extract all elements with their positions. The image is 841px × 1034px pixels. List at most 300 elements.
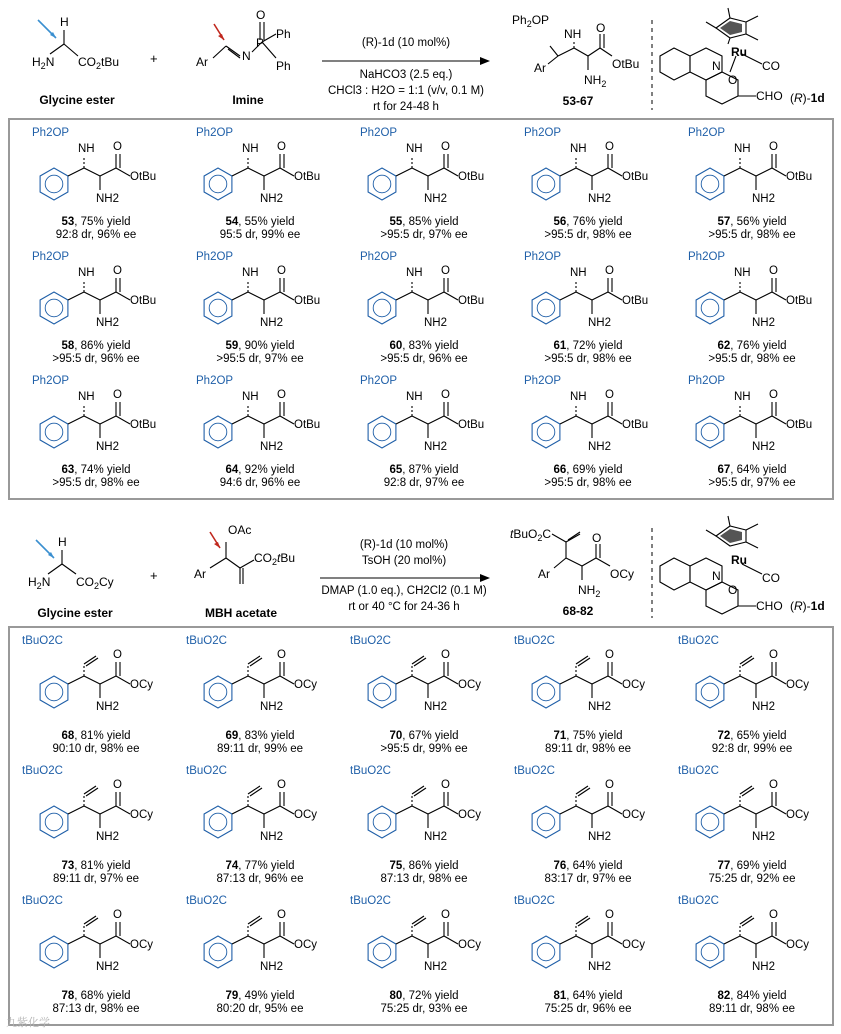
- svg-text:NH2: NH2: [96, 441, 120, 453]
- compound-number: 67: [717, 464, 731, 476]
- compound-number: 60: [389, 340, 403, 352]
- product-caption-80: [344, 990, 504, 1016]
- product-structure-82: [672, 890, 832, 992]
- svg-text:O: O: [277, 265, 286, 277]
- reactant1-label: Glycine ester: [39, 93, 115, 107]
- selectivity-text: >95:5 dr, 97% ee: [380, 229, 468, 241]
- compound-number: 81: [553, 990, 567, 1002]
- svg-text:CO2tBu: $CO_2tBu$: [78, 55, 120, 71]
- product-structure-65: [344, 370, 504, 466]
- selectivity-text: >95:5 dr, 98% ee: [544, 353, 632, 365]
- product-cell-63: [16, 370, 176, 494]
- reactant1-label-2: Glycine ester: [37, 606, 113, 620]
- svg-text:NH: NH: [242, 267, 259, 279]
- svg-text:OtBu: OtBu: [622, 171, 649, 183]
- selectivity-text: >95:5 dr, 98% ee: [544, 477, 632, 489]
- selectivity-text: 89:11 dr, 99% ee: [216, 743, 304, 755]
- product-cell-56: [508, 122, 668, 246]
- condition-time: rt for 24-48 h: [373, 101, 439, 113]
- svg-text:O: O: [113, 265, 122, 277]
- compound-number: 57: [717, 216, 731, 228]
- svg-text:Ar: Ar: [196, 55, 208, 69]
- svg-text:NH2: NH2: [96, 701, 120, 713]
- svg-text:OCy: OCy: [458, 679, 481, 691]
- yield-text: , 75% yield: [566, 730, 623, 742]
- selectivity-text: 92:8 dr, 97% ee: [383, 477, 465, 489]
- svg-text:O: O: [592, 531, 602, 545]
- svg-text:NH2: NH2: [260, 193, 284, 205]
- condition-solvent: CHCl3 : H2O = 1:1 (v/v, 0.1 M): [327, 85, 485, 97]
- scheme2-product-grid: [8, 626, 834, 1026]
- condition-acid-2: TsOH (20 mol%): [361, 555, 447, 567]
- compound-number: 71: [553, 730, 567, 742]
- condition-catalyst-2: (R)-1d (10 mol%): [359, 539, 449, 551]
- product-caption-67: [672, 464, 832, 490]
- svg-text:NH: NH: [242, 391, 259, 403]
- product-cell-64: [180, 370, 340, 494]
- product-structure-76: [508, 760, 668, 862]
- compound-number: 74: [225, 860, 239, 872]
- selectivity-text: 75:25 dr, 96% ee: [544, 1003, 632, 1015]
- product-cell-53: [16, 122, 176, 246]
- product-caption-60: [344, 340, 504, 366]
- product-cell-73: [16, 760, 176, 890]
- svg-text:O: O: [113, 909, 122, 921]
- yield-text: , 76% yield: [730, 340, 787, 352]
- compound-number: 70: [389, 730, 403, 742]
- product-cell-59: [180, 246, 340, 370]
- svg-text:NH: NH: [734, 143, 751, 155]
- svg-text:Ar: Ar: [534, 61, 546, 75]
- svg-text:O: O: [113, 141, 122, 153]
- selectivity-text: 83:17 dr, 97% ee: [544, 873, 632, 885]
- compound-number: 68: [61, 730, 75, 742]
- selectivity-text: 87:13 dr, 98% ee: [380, 873, 468, 885]
- svg-text:tBuO2C: tBuO2C: [186, 635, 227, 647]
- product-structure-72: [672, 630, 832, 732]
- yield-text: , 81% yield: [74, 730, 131, 742]
- svg-text:OCy: OCy: [130, 939, 153, 951]
- svg-text:NH2: NH2: [424, 831, 448, 843]
- selectivity-text: >95:5 dr, 96% ee: [52, 353, 140, 365]
- svg-text:NH2: NH2: [588, 961, 612, 973]
- product-structure-77: [672, 760, 832, 862]
- product-range-label: 53-67: [562, 94, 594, 108]
- svg-text:O: O: [769, 649, 778, 661]
- svg-text:OtBu: OtBu: [622, 419, 649, 431]
- svg-text:Ph2OP: Ph2OP: [524, 251, 562, 263]
- product-structure-57: [672, 122, 832, 218]
- product-structure-78: [16, 890, 176, 992]
- svg-text:O: O: [113, 389, 122, 401]
- selectivity-text: >95:5 dr, 97% ee: [216, 353, 304, 365]
- svg-text:Ph: Ph: [276, 59, 291, 73]
- svg-text:Ph2OP: Ph2OP: [32, 375, 70, 387]
- product-structure-69: [180, 630, 340, 732]
- svg-text:OCy: OCy: [130, 809, 153, 821]
- product-caption-76: [508, 860, 668, 886]
- svg-text:Ru: Ru: [731, 553, 747, 567]
- selectivity-text: >95:5 dr, 98% ee: [544, 229, 632, 241]
- product-caption-54: [180, 216, 340, 242]
- compound-number: 82: [717, 990, 731, 1002]
- svg-text:NH2: NH2: [588, 701, 612, 713]
- svg-text:O: O: [596, 21, 606, 35]
- reactant2-label: Imine: [232, 93, 264, 107]
- svg-text:tBuO2C: tBuO2C: [514, 895, 555, 907]
- svg-text:O: O: [277, 909, 286, 921]
- svg-text:O: O: [277, 649, 286, 661]
- yield-text: , 84% yield: [730, 990, 787, 1002]
- compound-number: 76: [553, 860, 567, 872]
- compound-number: 77: [717, 860, 731, 872]
- condition-solvent-2: DMAP (1.0 eq.), CH2Cl2 (0.1 M): [321, 585, 487, 597]
- compound-number: 75: [389, 860, 403, 872]
- svg-text:O: O: [441, 779, 450, 791]
- svg-text:O: O: [605, 389, 614, 401]
- svg-text:tBuO2C: tBuO2C: [22, 765, 63, 777]
- svg-text:NH2: NH2: [588, 317, 612, 329]
- svg-text:NH: NH: [242, 143, 259, 155]
- svg-text:NH2: NH2: [260, 441, 284, 453]
- svg-text:NH2: NH2: [752, 441, 776, 453]
- product-cell-62: [672, 246, 832, 370]
- svg-text:O: O: [728, 583, 738, 597]
- svg-text:Ph2OP: Ph2OP: [196, 127, 234, 139]
- svg-text:NH: NH: [406, 267, 423, 279]
- product-caption-61: [508, 340, 668, 366]
- svg-text:tBuO2C: tBuO2C: [514, 765, 555, 777]
- selectivity-text: 87:13 dr, 98% ee: [52, 1003, 140, 1015]
- svg-text:NH2: NH2: [424, 701, 448, 713]
- yield-text: , 72% yield: [566, 340, 623, 352]
- product-cell-67: [672, 370, 832, 494]
- svg-text:O: O: [769, 265, 778, 277]
- svg-text:N: N: [712, 569, 721, 583]
- svg-text:O: O: [277, 779, 286, 791]
- svg-text:Ph2OP: Ph2OP: [524, 127, 562, 139]
- svg-text:OCy: OCy: [130, 679, 153, 691]
- svg-text:CO2Cy: $CO_2Cy$: [76, 575, 114, 591]
- svg-text:OtBu: OtBu: [130, 419, 157, 431]
- product-structure-73: [16, 760, 176, 862]
- svg-text:NH: NH: [406, 391, 423, 403]
- product-cell-79: [180, 890, 340, 1020]
- svg-text:tBuO2C: tBuO2C: [186, 765, 227, 777]
- svg-text:NH2: NH2: [588, 193, 612, 205]
- svg-text:OtBu: OtBu: [458, 295, 485, 307]
- svg-text:NH2: NH2: [96, 193, 120, 205]
- svg-text:Ph2OP: $Ph_2OP$: [512, 13, 550, 29]
- svg-text:CHO: CHO: [756, 599, 783, 613]
- product-structure-53: [16, 122, 176, 218]
- product-structure-60: [344, 246, 504, 342]
- yield-text: , 90% yield: [238, 340, 295, 352]
- selectivity-text: 89:11 dr, 97% ee: [52, 873, 140, 885]
- svg-text:NH: NH: [570, 143, 587, 155]
- svg-text:OtBu: OtBu: [130, 295, 157, 307]
- product-cell-57: [672, 122, 832, 246]
- svg-text:NH: NH: [78, 267, 95, 279]
- yield-text: , 49% yield: [238, 990, 295, 1002]
- svg-text:tBuO2C: tBuO2C: [22, 635, 63, 647]
- svg-text:OCy: OCy: [622, 809, 645, 821]
- product-caption-66: [508, 464, 668, 490]
- yield-text: , 76% yield: [566, 216, 623, 228]
- svg-text:O: O: [441, 389, 450, 401]
- selectivity-text: 92:8 dr, 99% ee: [711, 743, 793, 755]
- product-structure-64: [180, 370, 340, 466]
- yield-text: , 74% yield: [74, 464, 131, 476]
- yield-text: , 68% yield: [74, 990, 131, 1002]
- svg-text:OtBu: OtBu: [458, 171, 485, 183]
- yield-text: , 72% yield: [402, 990, 459, 1002]
- product-cell-70: [344, 630, 504, 760]
- yield-text: , 64% yield: [566, 860, 623, 872]
- yield-text: , 81% yield: [74, 860, 131, 872]
- product-cell-55: [344, 122, 504, 246]
- svg-text:NH2: NH2: [260, 831, 284, 843]
- svg-text:NH2: NH2: [96, 831, 120, 843]
- product-structure-59: [180, 246, 340, 342]
- product-caption-56: [508, 216, 668, 242]
- product-structure-75: [344, 760, 504, 862]
- svg-text:H: H: [60, 15, 69, 29]
- product-caption-53: [16, 216, 176, 242]
- product-range-label-2: 68-82: [562, 604, 594, 618]
- yield-text: , 55% yield: [238, 216, 295, 228]
- svg-text:O: O: [728, 73, 738, 87]
- condition-base: NaHCO3 (2.5 eq.): [359, 69, 453, 81]
- svg-text:NH2: $NH_2$: [578, 583, 601, 599]
- product-cell-58: [16, 246, 176, 370]
- product-cell-54: [180, 122, 340, 246]
- svg-text:OtBu: OtBu: [294, 171, 321, 183]
- svg-text:O: O: [605, 909, 614, 921]
- svg-text:O: O: [605, 649, 614, 661]
- svg-text:NH2: $NH_2$: [584, 73, 607, 89]
- svg-text:CO2tBu: $CO_2tBu$: [254, 551, 296, 567]
- svg-text:OCy: OCy: [610, 567, 634, 581]
- svg-text:NH2: NH2: [752, 701, 776, 713]
- product-structure-54: [180, 122, 340, 218]
- compound-number: 56: [553, 216, 567, 228]
- product-structure-56: [508, 122, 668, 218]
- svg-text:tBuO2C: tBuO$_2$C: [510, 527, 552, 543]
- svg-text:Ph2OP: Ph2OP: [688, 127, 726, 139]
- selectivity-text: 80:20 dr, 95% ee: [216, 1003, 304, 1015]
- svg-text:O: O: [256, 8, 266, 22]
- svg-text:NH2: NH2: [588, 441, 612, 453]
- svg-text:P: P: [256, 36, 265, 50]
- product-cell-78: [16, 890, 176, 1020]
- svg-text:O: O: [605, 779, 614, 791]
- svg-text:NH2: NH2: [424, 193, 448, 205]
- product-caption-82: [672, 990, 832, 1016]
- compound-number: 72: [717, 730, 731, 742]
- svg-text:O: O: [769, 779, 778, 791]
- svg-text:O: O: [769, 141, 778, 153]
- product-cell-75: [344, 760, 504, 890]
- compound-number: 58: [61, 340, 75, 352]
- svg-text:O: O: [441, 265, 450, 277]
- svg-text:NH: NH: [564, 27, 582, 41]
- product-cell-74: [180, 760, 340, 890]
- selectivity-text: 87:13 dr, 96% ee: [216, 873, 304, 885]
- product-caption-70: [344, 730, 504, 756]
- svg-text:Ru: Ru: [731, 45, 747, 59]
- svg-text:O: O: [441, 909, 450, 921]
- yield-text: , 69% yield: [730, 860, 787, 872]
- svg-text:OtBu: OtBu: [612, 57, 640, 71]
- svg-text:NH: NH: [570, 391, 587, 403]
- svg-text:NH2: NH2: [424, 441, 448, 453]
- yield-text: , 75% yield: [74, 216, 131, 228]
- product-structure-55: [344, 122, 504, 218]
- svg-text:tBuO2C: tBuO2C: [186, 895, 227, 907]
- svg-text:NH2: NH2: [96, 961, 120, 973]
- product-caption-64: [180, 464, 340, 490]
- product-cell-71: [508, 630, 668, 760]
- svg-text:Ph2OP: Ph2OP: [360, 127, 398, 139]
- yield-text: , 69% yield: [566, 464, 623, 476]
- selectivity-text: >95:5 dr, 99% ee: [380, 743, 468, 755]
- svg-text:Ph2OP: Ph2OP: [524, 375, 562, 387]
- yield-text: , 64% yield: [566, 990, 623, 1002]
- yield-text: , 87% yield: [402, 464, 459, 476]
- svg-text:tBuO2C: tBuO2C: [514, 635, 555, 647]
- product-caption-71: [508, 730, 668, 756]
- product-structure-74: [180, 760, 340, 862]
- svg-text:Ph2OP: Ph2OP: [688, 251, 726, 263]
- svg-text:NH2: NH2: [424, 317, 448, 329]
- svg-text:tBuO2C: tBuO2C: [350, 895, 391, 907]
- svg-text:NH2: NH2: [588, 831, 612, 843]
- product-structure-58: [16, 246, 176, 342]
- product-cell-66: [508, 370, 668, 494]
- product-caption-78: [16, 990, 176, 1016]
- svg-text:Ph2OP: Ph2OP: [196, 375, 234, 387]
- svg-text:CHO: CHO: [756, 89, 783, 103]
- svg-text:H2N: $H_2N$: [32, 55, 55, 71]
- selectivity-text: 75:25 dr, 93% ee: [380, 1003, 468, 1015]
- selectivity-text: 92:8 dr, 96% ee: [55, 229, 137, 241]
- svg-text:O: O: [277, 389, 286, 401]
- svg-text:CO: CO: [762, 59, 780, 73]
- svg-text:OCy: OCy: [294, 809, 317, 821]
- yield-text: , 67% yield: [402, 730, 459, 742]
- svg-text:Ar: Ar: [194, 567, 206, 581]
- compound-number: 69: [225, 730, 239, 742]
- product-caption-68: [16, 730, 176, 756]
- yield-text: , 65% yield: [730, 730, 787, 742]
- svg-text:O: O: [441, 141, 450, 153]
- compound-number: 53: [61, 216, 75, 228]
- selectivity-text: 94:6 dr, 96% ee: [219, 477, 301, 489]
- svg-text:OtBu: OtBu: [294, 295, 321, 307]
- product-caption-59: [180, 340, 340, 366]
- selectivity-text: >95:5 dr, 98% ee: [708, 229, 796, 241]
- product-caption-75: [344, 860, 504, 886]
- svg-text:Ph2OP: Ph2OP: [196, 251, 234, 263]
- svg-text:tBuO2C: tBuO2C: [22, 895, 63, 907]
- product-caption-74: [180, 860, 340, 886]
- svg-text:OtBu: OtBu: [786, 171, 813, 183]
- compound-number: 78: [61, 990, 75, 1002]
- product-structure-61: [508, 246, 668, 342]
- svg-text:(R)-1d: (R)-1d: [790, 91, 825, 105]
- product-caption-69: [180, 730, 340, 756]
- svg-text:OCy: OCy: [622, 939, 645, 951]
- svg-text:OCy: OCy: [458, 809, 481, 821]
- watermark: 九紫化学: [6, 1017, 50, 1029]
- product-caption-57: [672, 216, 832, 242]
- yield-text: , 92% yield: [238, 464, 295, 476]
- selectivity-text: 89:11 dr, 98% ee: [544, 743, 632, 755]
- svg-text:tBuO2C: tBuO2C: [678, 635, 719, 647]
- svg-text:NH2: NH2: [260, 701, 284, 713]
- svg-text:NH2: NH2: [752, 317, 776, 329]
- selectivity-text: >95:5 dr, 98% ee: [52, 477, 140, 489]
- svg-text:NH2: NH2: [260, 961, 284, 973]
- svg-text:OtBu: OtBu: [786, 419, 813, 431]
- svg-text:N: N: [242, 49, 251, 63]
- yield-text: , 83% yield: [402, 340, 459, 352]
- compound-number: 66: [553, 464, 567, 476]
- product-structure-71: [508, 630, 668, 732]
- compound-number: 80: [389, 990, 403, 1002]
- svg-text:tBuO2C: tBuO2C: [350, 765, 391, 777]
- svg-text:Ph2OP: Ph2OP: [32, 251, 70, 263]
- yield-text: , 85% yield: [402, 216, 459, 228]
- product-cell-82: [672, 890, 832, 1020]
- product-cell-80: [344, 890, 504, 1020]
- svg-text:OtBu: OtBu: [622, 295, 649, 307]
- svg-text:Ph2OP: Ph2OP: [360, 375, 398, 387]
- svg-text:NH: NH: [570, 267, 587, 279]
- compound-number: 59: [225, 340, 239, 352]
- svg-text:Ph2OP: Ph2OP: [32, 127, 70, 139]
- compound-number: 65: [389, 464, 403, 476]
- product-cell-60: [344, 246, 504, 370]
- svg-text:+: +: [150, 568, 158, 583]
- compound-number: 63: [61, 464, 75, 476]
- reactant2-label-2: MBH acetate: [204, 606, 278, 620]
- product-caption-77: [672, 860, 832, 886]
- yield-text: , 64% yield: [730, 464, 787, 476]
- svg-text:NH2: NH2: [96, 317, 120, 329]
- yield-text: , 77% yield: [238, 860, 295, 872]
- yield-text: , 56% yield: [730, 216, 787, 228]
- svg-text:O: O: [769, 909, 778, 921]
- svg-text:N: N: [712, 59, 721, 73]
- svg-text:OCy: OCy: [786, 809, 809, 821]
- yield-text: , 86% yield: [402, 860, 459, 872]
- product-structure-67: [672, 370, 832, 466]
- product-caption-63: [16, 464, 176, 490]
- svg-text:OtBu: OtBu: [294, 419, 321, 431]
- product-cell-68: [16, 630, 176, 760]
- svg-text:OCy: OCy: [294, 679, 317, 691]
- selectivity-text: >95:5 dr, 97% ee: [708, 477, 796, 489]
- product-structure-70: [344, 630, 504, 732]
- svg-text:NH2: NH2: [752, 831, 776, 843]
- product-caption-55: [344, 216, 504, 242]
- compound-number: 54: [225, 216, 239, 228]
- compound-number: 64: [225, 464, 239, 476]
- product-caption-62: [672, 340, 832, 366]
- svg-text:NH: NH: [734, 267, 751, 279]
